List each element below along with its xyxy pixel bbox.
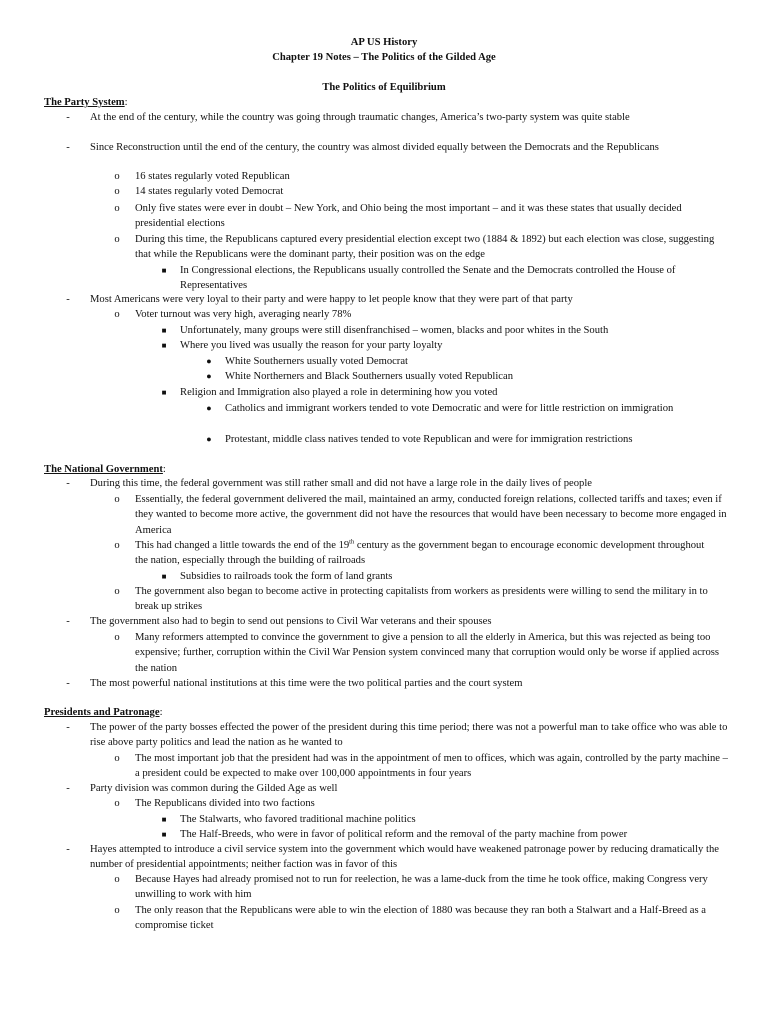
- list-item: o 16 states regularly voted Republican: [135, 169, 730, 184]
- list-item: o Only five states were ever in doubt – New York, and Ohio being the most important – and it was these states that usually decided presidential elections: [135, 201, 715, 232]
- list-item: o The most important job that the president had was in the appointment of men to offices, which was again, controlled by the party machine – a president could be expected to make over 100,000 appointments in four years: [135, 751, 730, 782]
- heading-party-system: The Party System:: [44, 97, 128, 108]
- heading-presidents-patronage: Presidents and Patronage:: [44, 707, 163, 718]
- list-item: ● White Southerners usually voted Democrat: [225, 354, 730, 369]
- dot-bullet: ●: [206, 371, 212, 381]
- list-item: ■ The Half-Breeds, who were in favor of political reform and the removal of the party machine from power: [180, 827, 730, 842]
- circle-bullet: o: [114, 234, 120, 245]
- square-bullet: ■: [161, 266, 167, 275]
- list-item: ● White Northerners and Black Southerners usually voted Republican: [225, 369, 730, 384]
- list-item: o The Republicans divided into two factions: [135, 796, 730, 811]
- list-item: o 14 states regularly voted Democrat: [135, 184, 730, 199]
- square-bullet: ■: [161, 326, 167, 335]
- circle-bullet: o: [114, 905, 120, 916]
- list-item: ● Protestant, middle class natives tended to vote Republican and were for immigration restrictions: [225, 432, 730, 447]
- circle-bullet: o: [114, 540, 120, 551]
- list-item: ■ In Congressional elections, the Republicans usually controlled the Senate and the Democrats controlled the House of Representatives: [180, 263, 730, 294]
- dash-bullet: -: [66, 722, 70, 733]
- dash-bullet: -: [66, 142, 70, 153]
- list-item: o Because Hayes had already promised not to run for reelection, he was a lame-duck from the time he took office, making Congress very unwilling to work with him: [135, 872, 715, 903]
- list-item: o The government also began to become active in protecting capitalists from workers as presidents were willing to send the military in to break up strikes: [135, 584, 730, 615]
- chapter-title: Chapter 19 Notes – The Politics of the Gilded Age: [272, 52, 496, 63]
- square-bullet: ■: [161, 341, 167, 350]
- list-item: - Most Americans were very loyal to their party and were happy to let people know that they were part of that party: [90, 292, 730, 307]
- circle-bullet: o: [114, 203, 120, 214]
- dot-bullet: ●: [206, 434, 212, 444]
- list-item: ■ Where you lived was usually the reason for your party loyalty: [180, 338, 730, 353]
- list-item: - Since Reconstruction until the end of the century, the country was almost divided equally between the Democrats and the Republicans: [90, 140, 730, 155]
- heading-national-government: The National Government:: [44, 464, 166, 475]
- circle-bullet: o: [114, 186, 120, 197]
- circle-bullet: o: [114, 494, 120, 505]
- dot-bullet: ●: [206, 403, 212, 413]
- square-bullet: ■: [161, 388, 167, 397]
- list-item: ■ The Stalwarts, who favored traditional machine politics: [180, 812, 730, 827]
- list-item: - At the end of the century, while the country was going through traumatic changes, America’s two-party system was quite stable: [90, 110, 730, 125]
- list-item: o This had changed a little towards the end of the 19th century as the government began to encourage economic development throughout the nation, especially through the building of railroads: [135, 538, 710, 569]
- circle-bullet: o: [114, 309, 120, 320]
- list-item: - Party division was common during the Gilded Age as well: [90, 781, 730, 796]
- list-item: - The power of the party bosses effected the power of the president during this time period; there was not a powerful man to take office who was able to rise above party politics and lead the nation as he wanted to: [90, 720, 730, 751]
- circle-bullet: o: [114, 798, 120, 809]
- list-item: o Many reformers attempted to convince the government to give a pension to all the elderly in America, but this was rejected as being too expensive; further, corruption within the Civil War Pension system convinced many that corruption would only be worse if applied across the nation: [135, 630, 725, 676]
- circle-bullet: o: [114, 171, 120, 182]
- square-bullet: ■: [161, 572, 167, 581]
- circle-bullet: o: [114, 753, 120, 764]
- list-item: ■ Subsidies to railroads took the form of land grants: [180, 569, 730, 584]
- square-bullet: ■: [161, 830, 167, 839]
- list-item: o The only reason that the Republicans were able to win the election of 1880 was because they ran both a Stalwart and a Half-Breed as a compromise ticket: [135, 903, 730, 934]
- list-item: ● Catholics and immigrant workers tended to vote Democratic and were for little restriction on immigration: [225, 401, 700, 416]
- list-item: - The most powerful national institutions at this time were the two political parties and the court system: [90, 676, 730, 691]
- list-item: - The government also had to begin to send out pensions to Civil War veterans and their spouses: [90, 614, 730, 629]
- circle-bullet: o: [114, 874, 120, 885]
- dot-bullet: ●: [206, 356, 212, 366]
- circle-bullet: o: [114, 632, 120, 643]
- dash-bullet: -: [66, 294, 70, 305]
- dash-bullet: -: [66, 478, 70, 489]
- list-item: ■ Religion and Immigration also played a role in determining how you voted: [180, 385, 730, 400]
- dash-bullet: -: [66, 678, 70, 689]
- dash-bullet: -: [66, 112, 70, 123]
- circle-bullet: o: [114, 586, 120, 597]
- square-bullet: ■: [161, 815, 167, 824]
- list-item: o During this time, the Republicans captured every presidential election except two (1884 & 1892) but each election was close, suggesting that while the Republicans were the dominant party, their position was on the edge: [135, 232, 725, 263]
- course-title: AP US History: [350, 37, 418, 48]
- list-item: o Voter turnout was very high, averaging nearly 78%: [135, 307, 730, 322]
- list-item: - During this time, the federal government was still rather small and did not have a large role in the daily lives of people: [90, 476, 730, 491]
- dash-bullet: -: [66, 844, 70, 855]
- dash-bullet: -: [66, 616, 70, 627]
- list-item: o Essentially, the federal government delivered the mail, maintained an army, conducted foreign relations, collected tariffs and taxes; even if they wanted to become more active, the government did not have the resources that would have been necessary to become more engaged in America: [135, 492, 730, 538]
- list-item: - Hayes attempted to introduce a civil service system into the government which would have weakened patronage power by reducing dramatically the number of presidential appointments; neither faction was in favor of this: [90, 842, 730, 873]
- dash-bullet: -: [66, 783, 70, 794]
- section-title: The Politics of Equilibrium: [322, 82, 446, 93]
- list-item: ■ Unfortunately, many groups were still disenfranchised – women, blacks and poor whites in the South: [180, 323, 730, 338]
